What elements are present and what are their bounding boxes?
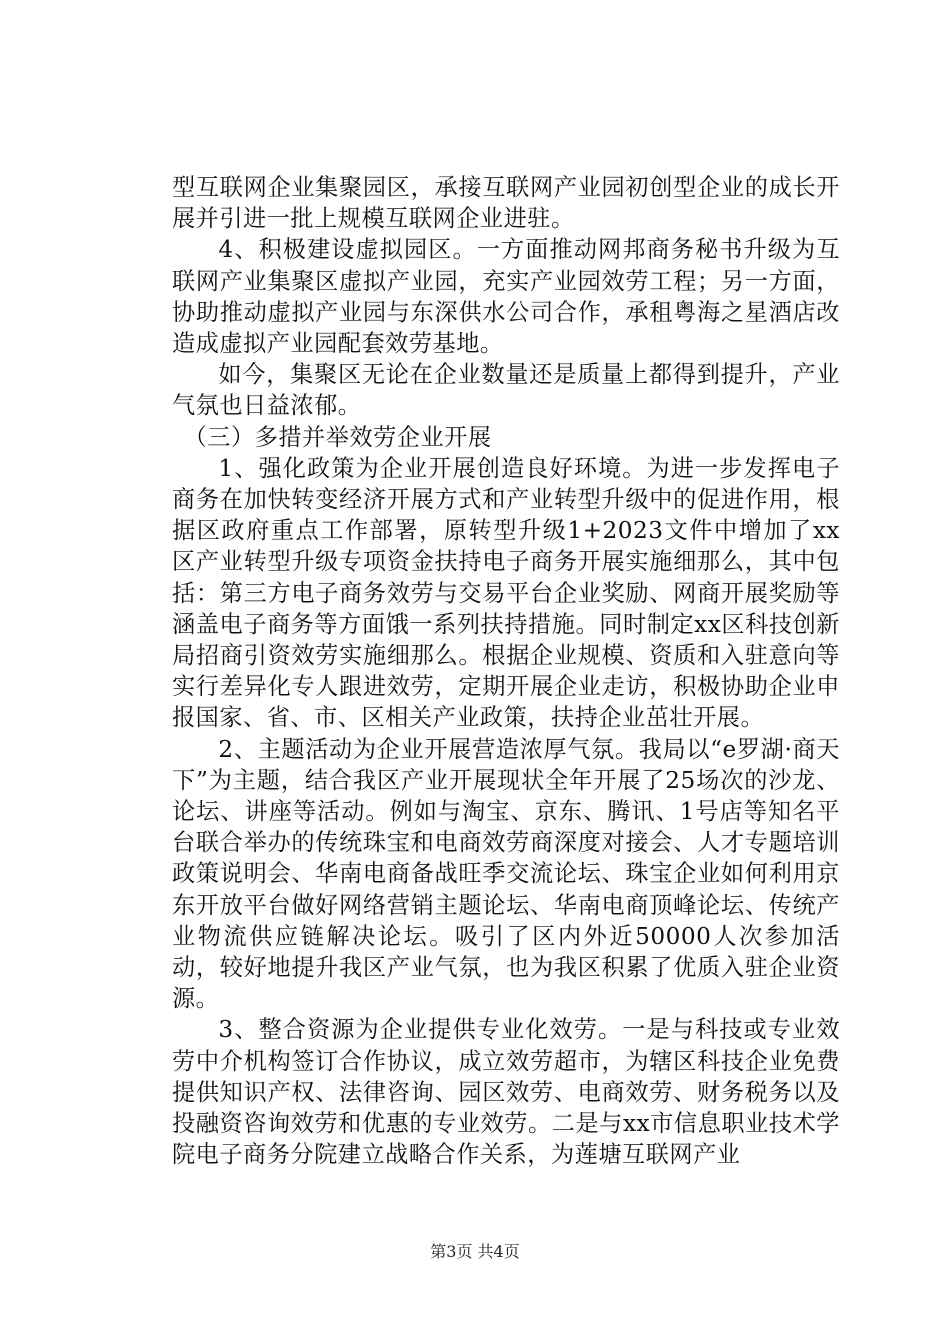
paragraph-continuation: 型互联网企业集聚园区，承接互联网产业园初创型企业的成长开展并引进一批上规模互联网企业进驻。 — [172, 174, 840, 233]
paragraph-policy: 1、强化政策为企业开展创造良好环境。为进一步发挥电子商务在加快转变经济开展方式和产业转型升级中的促进作用，根据区政府重点工作部署，原转型升级1+2023文件中增加了xx区产业转型升级专项资金扶持电子商务开展实施细那么，其中包括：第三方电子商务效劳与交易平台企业奖励、网商开展奖励等涵盖电子商务等方面饿一系列扶持措施。同时制定xx区科技创新局招商引资效劳实施细那么。根据企业规模、资质和入驻意向等实行差异化专人跟进效劳，定期开展企业走访，积极协助企业申报国家、省、市、区相关产业政策，扶持企业茁壮开展。 — [172, 454, 840, 732]
paragraph-cluster-summary: 如今，集聚区无论在企业数量还是质量上都得到提升，产业气氛也日益浓郁。 — [172, 361, 840, 420]
section-heading-3: （三）多措并举效劳企业开展 — [183, 423, 492, 451]
paragraph-activities: 2、主题活动为企业开展营造浓厚气氛。我局以“e罗湖·商天下”为主题，结合我区产业开展现状全年开展了25场次的沙龙、论坛、讲座等活动。例如与淘宝、京东、腾讯、1号店等知名平台联合举办的传统珠宝和电商效劳商深度对接会、人才专题培训政策说明会、华南电商备战旺季交流论坛、珠宝企业如何利用京东开放平台做好网络营销主题论坛、华南电商顶峰论坛、传统产业物流供应链解决论坛。吸引了区内外近50000人次参加活动，较好地提升我区产业气氛，也为我区积累了优质入驻企业资源。 — [172, 735, 840, 1013]
paragraph-virtual-park: 4、积极建设虚拟园区。一方面推动网邦商务秘书升级为互联网产业集聚区虚拟产业园，充实产业园效劳工程；另一方面，协助推动虚拟产业园与东深供水公司合作，承租粤海之星酒店改造成虚拟产业园配套效劳基地。 — [172, 236, 840, 358]
page-number-footer: 第3页 共4页 — [430, 1242, 520, 1261]
document-body — [172, 172, 840, 1171]
paragraph-resources: 3、整合资源为企业提供专业化效劳。一是与科技或专业效劳中介机构签订合作协议，成立效劳超市，为辖区科技企业免费提供知识产权、法律咨询、园区效劳、电商效劳、财务税务以及投融资咨询效劳和优惠的专业效劳。二是与xx市信息职业技术学院电子商务分院建立战略合作关系，为莲塘互联网产业 — [172, 1016, 840, 1169]
